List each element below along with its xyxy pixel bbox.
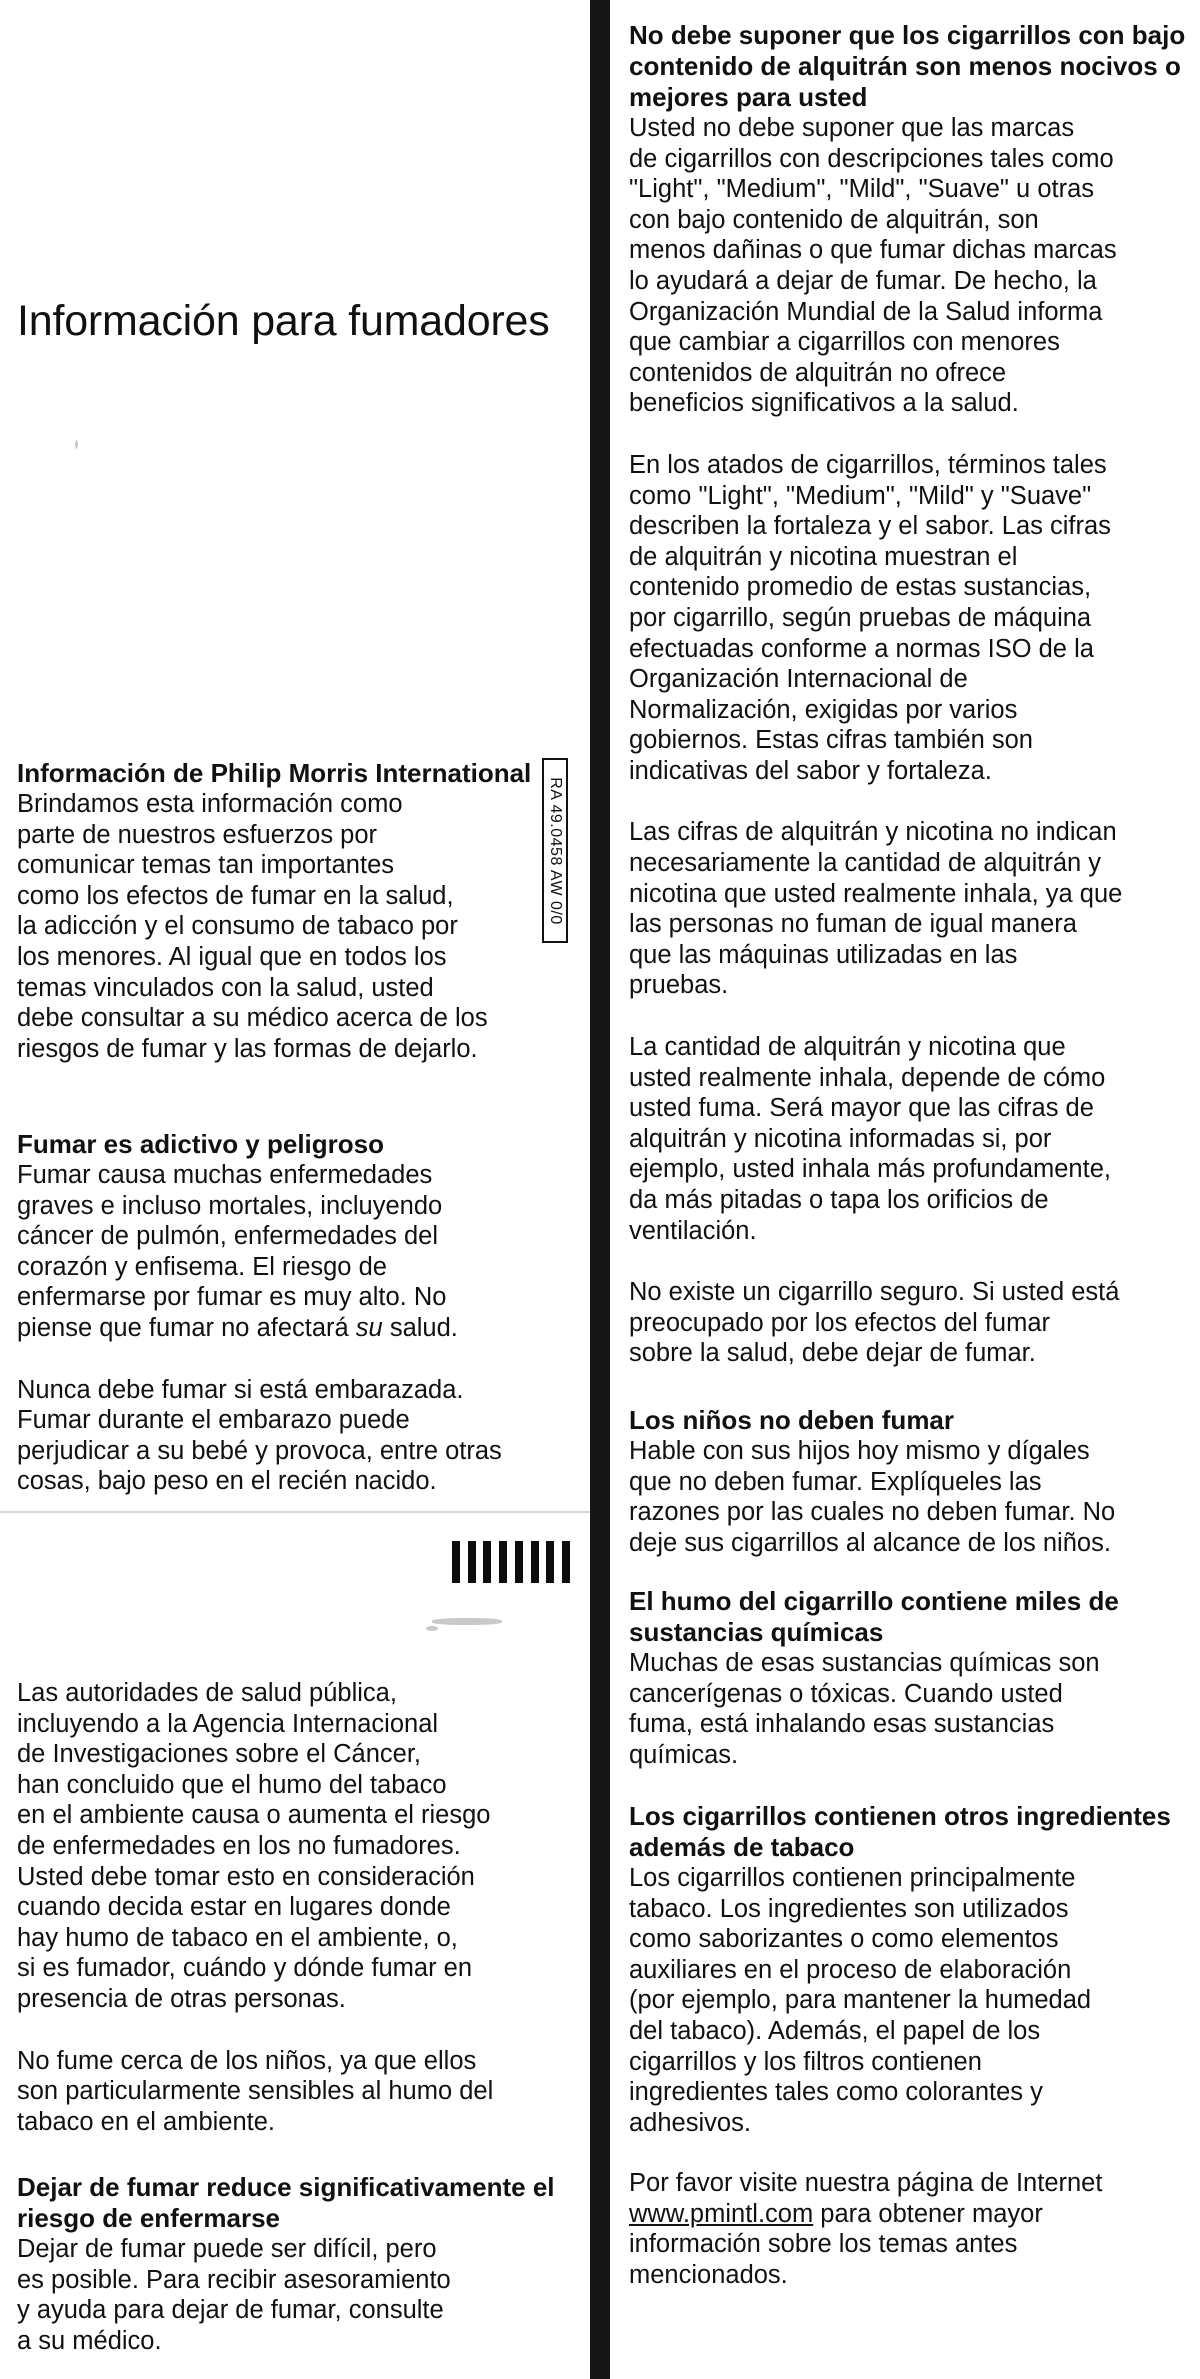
barcode-bar (562, 1541, 570, 1583)
barcode-bar (546, 1541, 554, 1583)
section-heading: Los niños no deben fumar (629, 1405, 955, 1435)
section-body: La cantidad de alquitrán y nicotina que usted realmente inhala, depende de cómo usted fuma. Será mayor que las cifras de alquitrán y nicotina informadas si, por ejemplo, usted inhala más profundamente, da más pitadas o tapa los orificios de ventilación. (629, 1033, 1111, 1245)
section-heading: No debe suponer que los cigarrillos con bajo contenido de alquitrán son menos nocivos o mejores para usted (629, 20, 1186, 112)
section-children (629, 1405, 1189, 1558)
section-body: Muchas de esas sustancias químicas son cancerígenas o tóxicas. Cuando usted fuma, está inhalando esas sustancias químicas. (629, 1649, 1100, 1769)
scan-speck (426, 1626, 438, 1631)
section-body: Los cigarrillos contienen principalmente tabaco. Los ingredientes son utilizados como saborizantes o como elementos auxiliares en el proceso de elaboración (por ejemplo, para mantener la humedad del tabaco). Además, el papel de los cigarrillos y los filtros contienen ingredientes tales como colorantes y adhesivos. (629, 1864, 1092, 2137)
scan-speck (432, 1618, 502, 1625)
body-text: para obtener mayor información sobre los temas antes mencionados. (629, 2199, 1043, 2289)
section-body (629, 2168, 1189, 2290)
section-body: Usted no debe suponer que las marcas de cigarrillos con descripciones tales como "Light", "Medium", "Mild", "Suave" u otras con bajo contenido de alquitrán, son menos dañinas o que fumar dichas marcas lo ayudará a dejar de fumar. De hecho, la Organización Mundial de la Salud informa que cambiar a cigarrillos con menores contenidos de alquitrán no ofrece beneficios significativos a la salud. (629, 114, 1117, 418)
section-body (17, 1160, 557, 1344)
column-divider (590, 0, 610, 2379)
body-text: Por favor visite nuestra página de Internet (629, 2169, 1103, 2197)
barcode-bar (452, 1541, 460, 1583)
section-body: No existe un cigarrillo seguro. Si usted está preocupado por los efectos del fumar sobre la salud, debe dejar de fumar. (629, 1278, 1120, 1368)
section-body: Hable con sus hijos hoy mismo y dígales que no deben fumar. Explíqueles las razones por las cuales no deben fumar. No deje sus cigarrillos al alcance de los niños. (629, 1437, 1116, 1557)
barcode-bar (531, 1541, 539, 1583)
barcode (452, 1541, 570, 1583)
website-link[interactable]: www.pmintl.com (629, 2199, 814, 2228)
section-body: No fume cerca de los niños, ya que ellos son particularmente sensibles al humo del tabaco en el ambiente. (17, 2046, 494, 2136)
section-heading: El humo del cigarrillo contiene miles de sustancias químicas (629, 1586, 1119, 1647)
document-title: Información para fumadores (17, 297, 550, 345)
barcode-bar (468, 1541, 476, 1583)
product-code: RA 49.0458 AW 0/0 (547, 776, 564, 925)
emphasis-text: su (355, 1313, 383, 1342)
section-heading: Información de Philip Morris International (17, 758, 532, 788)
section-chemicals (629, 1586, 1189, 1770)
scan-speck (75, 440, 78, 449)
section-quitting (17, 2172, 577, 2356)
section-pmi-information (17, 758, 557, 1064)
section-environmental-smoke (17, 1678, 577, 2137)
section-body: Las autoridades de salud pública, incluyendo a la Agencia Internacional de Investigaciones sobre el Cáncer, han concluido que el humo del tabaco en el ambiente causa o aumenta el riesgo de enfermedades en los no fumadores. Usted debe tomar esto en consideración cuando decida estar en lugares donde hay humo de tabaco en el ambiente, o, si es fumador, cuándo y dónde fumar en presencia de otras personas. (17, 1679, 491, 2013)
section-body: Dejar de fumar puede ser difícil, pero es posible. Para recibir asesoramiento y ayuda para dejar de fumar, consulte a su médico. (17, 2235, 451, 2355)
barcode-bar (483, 1541, 491, 1583)
barcode-bar (515, 1541, 523, 1583)
section-body: En los atados de cigarrillos, términos tales como "Light", "Medium", "Mild" y "Suave" describen la fortaleza y el sabor. Las cifras de alquitrán y nicotina muestran el contenido promedio de estas sustancias, por cigarrillo, según pruebas de máquina efectuadas conforme a normas ISO de la Organización Internacional de Normalización, exigidas por varios gobiernos. Estas cifras también son indicativas del sabor y fortaleza. (629, 450, 1111, 785)
fold-line (0, 1511, 590, 1513)
section-body: Las cifras de alquitrán y nicotina no indican necesariamente la cantidad de alquitrán y nicotina que usted realmente inhala, ya que las personas no fuman de igual manera que las máquinas utilizadas en las pruebas. (629, 818, 1123, 1000)
section-heading: Los cigarrillos contienen otros ingredientes además de tabaco (629, 1801, 1171, 1862)
section-website (629, 2168, 1189, 2290)
body-text: Fumar causa muchas enfermedades graves e incluso mortales, incluyendo cáncer de pulmón, enfermedades del corazón y enfisema. El riesgo de enfermarse por fumar es muy alto. No piense que fumar no afectará (17, 1161, 447, 1342)
section-low-tar (629, 20, 1189, 1369)
section-heading: Dejar de fumar reduce significativamente el riesgo de enfermarse (17, 2172, 555, 2233)
section-body: Nunca debe fumar si está embarazada. Fumar durante el embarazo puede perjudicar a su bebé y provoca, entre otras cosas, bajo peso en el recién nacido. (17, 1375, 502, 1496)
section-body: Brindamos esta información como parte de nuestros esfuerzos por comunicar temas tan importantes como los efectos de fumar en la salud, la adicción y el consumo de tabaco por los menores. Al igual que en todos los temas vinculados con la salud, usted debe consultar a su médico acerca de los riesgos de fumar y las formas de dejarlo. (17, 790, 488, 1063)
section-ingredients (629, 1801, 1189, 2138)
barcode-bar (499, 1541, 507, 1583)
section-addictive (17, 1129, 557, 1497)
body-text: salud. (382, 1313, 458, 1342)
section-heading: Fumar es adictivo y peligroso (17, 1129, 384, 1159)
